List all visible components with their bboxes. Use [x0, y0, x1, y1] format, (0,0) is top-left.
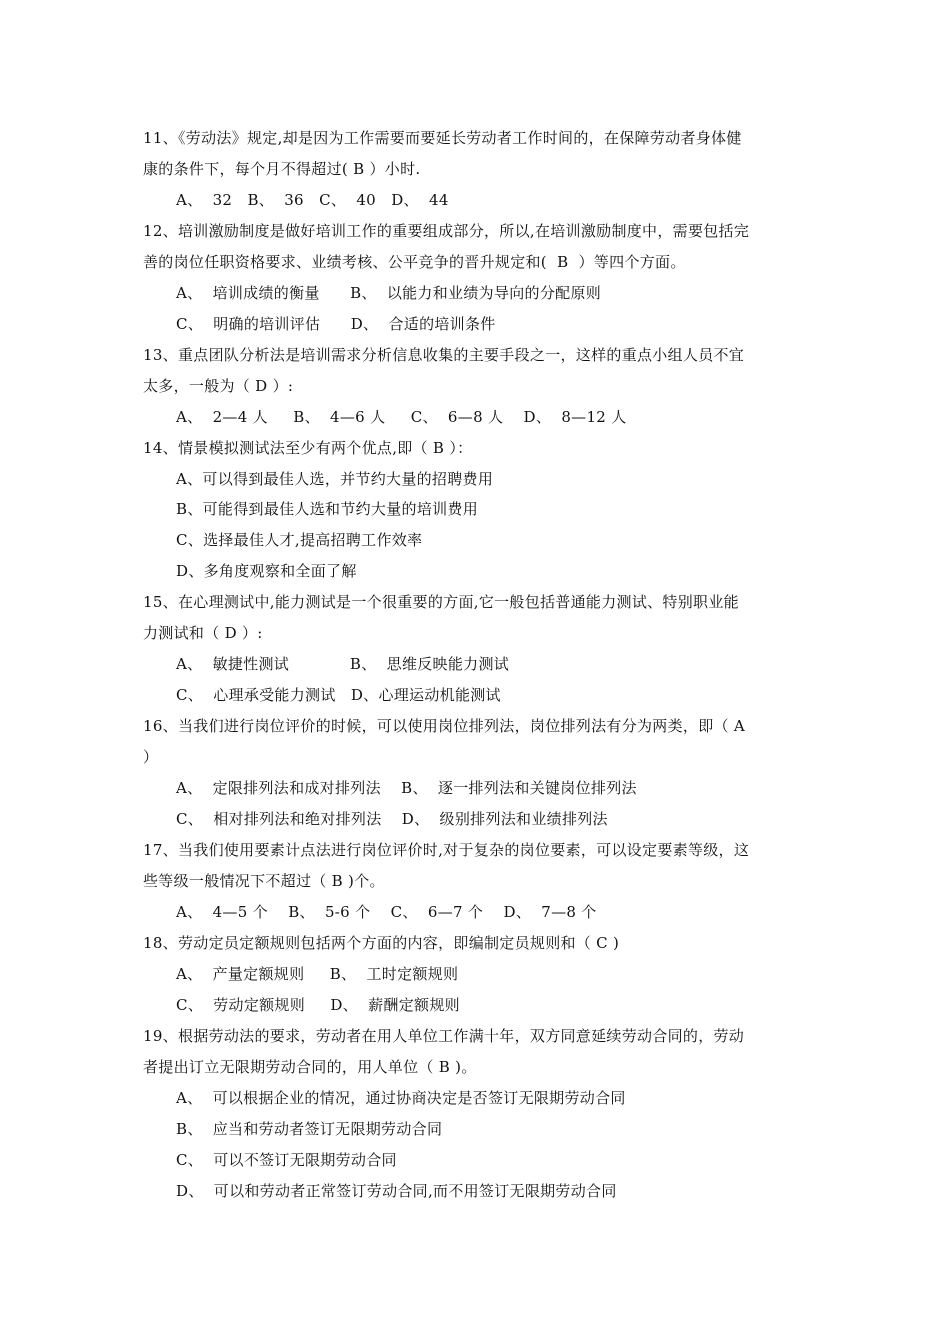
- question-19-line-2: 者提出订立无限期劳动合同的，用人单位（ B )。: [143, 1058, 477, 1076]
- question-18-options-cd: C、 劳动定额规则 D、 薪酬定额规则: [176, 996, 460, 1014]
- question-16-line-2: ）: [143, 748, 159, 766]
- question-16-options-ab: A、 定限排列法和成对排列法 B、 逐一排列法和关键岗位排列法: [176, 779, 637, 797]
- question-12-line-1: 12、培训激励制度是做好培训工作的重要组成部分，所以,在培训激励制度中，需要包括完: [143, 222, 750, 240]
- question-15-line-2: 力测试和（ D ）:: [143, 624, 263, 642]
- question-19-option-a: A、 可以根据企业的情况，通过协商决定是否签订无限期劳动合同: [176, 1089, 626, 1107]
- question-19-option-b: B、 应当和劳动者签订无限期劳动合同: [176, 1120, 443, 1138]
- question-11-line-1: 11、《劳动法》规定,却是因为工作需要而要延长劳动者工作时间的，在保障劳动者身体健: [143, 129, 742, 147]
- question-19-line-1: 19、根据劳动法的要求，劳动者在用人单位工作满十年，双方同意延续劳动合同的，劳动: [143, 1027, 745, 1045]
- question-13-line-2: 太多，一般为（ D ）:: [143, 377, 294, 395]
- question-17-options: A、 4—5 个 B、 5-6 个 C、 6—7 个 D、 7—8 个: [176, 903, 597, 921]
- question-16-options-cd: C、 相对排列法和绝对排列法 D、 级别排列法和业绩排列法: [176, 810, 608, 828]
- question-11-line-2: 康的条件下，每个月不得超过( B ）小时.: [143, 160, 421, 178]
- question-15-options-cd: C、 心理承受能力测试 D、心理运动机能测试: [176, 686, 501, 704]
- question-12-line-2: 善的岗位任职资格要求、业绩考核、公平竞争的晋升规定和( B ）等四个方面。: [143, 253, 686, 271]
- question-14-option-a: A、可以得到最佳人选，并节约大量的招聘费用: [176, 470, 494, 488]
- question-13-line-1: 13、重点团队分析法是培训需求分析信息收集的主要手段之一，这样的重点小组人员不宜: [143, 346, 745, 364]
- question-13-options: A、 2—4 人 B、 4—6 人 C、 6—8 人 D、 8—12 人: [176, 408, 627, 426]
- question-19-option-c: C、 可以不签订无限期劳动合同: [176, 1151, 397, 1169]
- question-16-line-1: 16、当我们进行岗位评价的时候，可以使用岗位排列法，岗位排列法有分为两类，即（ A: [143, 717, 745, 735]
- question-17-line-2: 些等级一般情况下不超过（ B )个。: [143, 872, 385, 890]
- question-15-line-1: 15、在心理测试中,能力测试是一个很重要的方面,它一般包括普通能力测试、特别职业能: [143, 593, 739, 611]
- question-12-options-cd: C、 明确的培训评估 D、 合适的培训条件: [176, 315, 496, 333]
- question-14-line-1: 14、情景模拟测试法至少有两个优点,即（ B ）：: [143, 439, 473, 457]
- question-11-options: A、 32 B、 36 C、 40 D、 44: [176, 191, 449, 209]
- question-14-option-c: C、选择最佳人才,提高招聘工作效率: [176, 531, 423, 549]
- question-14-option-b: B、可能得到最佳人选和节约大量的培训费用: [176, 500, 479, 518]
- question-14-option-d: D、多角度观察和全面了解: [176, 562, 357, 580]
- question-18-line-1: 18、劳动定员定额规则包括两个方面的内容，即编制定员规则和（ C ): [143, 934, 620, 952]
- question-19-option-d: D、 可以和劳动者正常签订劳动合同,而不用签订无限期劳动合同: [176, 1182, 617, 1200]
- question-17-line-1: 17、当我们使用要素计点法进行岗位评价时,对于复杂的岗位要素，可以设定要素等级，这: [143, 841, 750, 859]
- question-18-options-ab: A、 产量定额规则 B、 工时定额规则: [176, 965, 459, 983]
- question-12-options-ab: A、 培训成绩的衡量 B、 以能力和业绩为导向的分配原则: [176, 284, 602, 302]
- question-15-options-ab: A、 敏捷性测试 B、 思维反映能力测试: [176, 655, 510, 673]
